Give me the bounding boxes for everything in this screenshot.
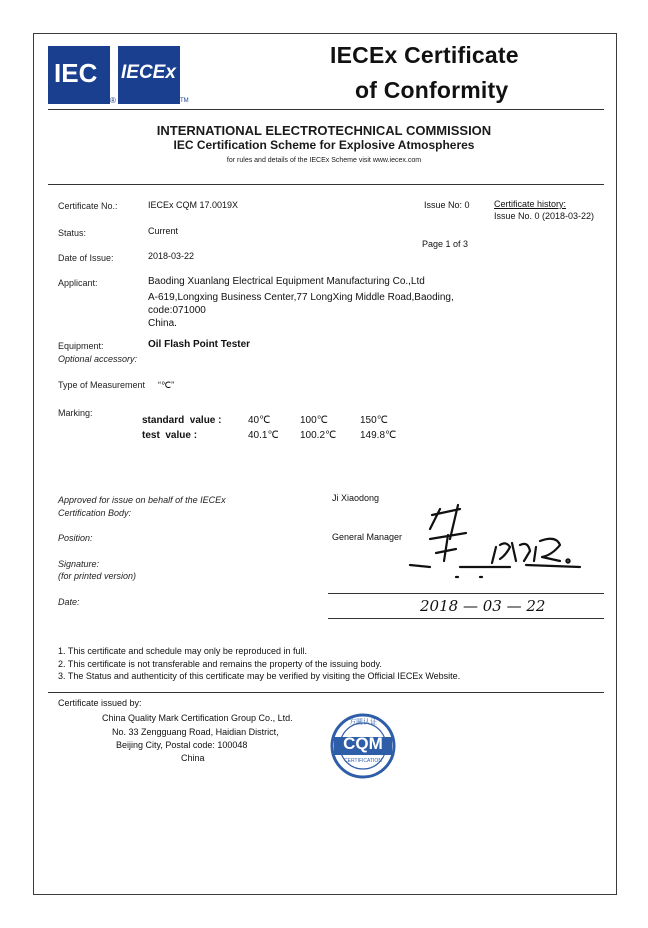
iec-logo [48, 46, 110, 104]
issue-no: Issue No: 0 [424, 200, 470, 210]
header-divider [48, 109, 604, 110]
test-value-1: 40.1℃ [248, 430, 279, 441]
iecex-logo-text: IECEx [121, 62, 176, 83]
issuer-line-4: China [181, 753, 205, 763]
commission-divider [48, 184, 604, 185]
cqm-seal-top-text: 方圆认证 [349, 718, 377, 726]
date-of-issue-label: Date of Issue: [58, 253, 114, 263]
iec-logo-text: IEC [54, 58, 98, 88]
title-line-1: IECEx Certificate [330, 42, 519, 68]
certificate-no-label: Certificate No.: [58, 201, 118, 211]
handwritten-date: 2018 — 03 — 22 [420, 597, 546, 615]
applicant-line-4: China. [148, 318, 177, 329]
position-label: Position: [58, 533, 93, 543]
approved-label-line-1: Approved for issue on behalf of the IECEx [58, 495, 226, 505]
measurement-value: “℃” [158, 380, 175, 390]
certificate-history-label: Certificate history: [494, 199, 567, 209]
test-value-3: 149.8℃ [360, 430, 397, 441]
issuer-label: Certificate issued by: [58, 698, 142, 708]
applicant-line-3: code:071000 [148, 305, 206, 316]
note-1: 1. This certificate and schedule may only be reproduced in full. [58, 646, 307, 656]
approved-label-line-2: Certification Body: [58, 508, 132, 518]
iec-registered-mark: ® [110, 96, 116, 105]
iecex-logo [118, 46, 180, 104]
approver-name: Ji Xiaodong [332, 493, 380, 503]
commission-line-3: for rules and details of the IECEx Scheme visit www.iecex.com [226, 157, 422, 164]
issuer-line-2: No. 33 Zengguang Road, Haidian District, [112, 727, 279, 737]
note-2: 2. This certificate is not transferable and remains the property of the issuing body. [58, 659, 382, 669]
commission-line-1: INTERNATIONAL ELECTROTECHNICAL COMMISSION [156, 123, 492, 138]
certificate-no-value: IECEx CQM 17.0019X [148, 200, 239, 210]
standard-value-2: 100℃ [300, 415, 328, 426]
date-line [328, 618, 604, 619]
certificate-history-value: Issue No. 0 (2018-03-22) [494, 211, 595, 221]
standard-value-3: 150℃ [360, 415, 388, 426]
signature-label-line-1: Signature: [58, 559, 100, 569]
cqm-seal-bottom-text: CERTIFICATION [344, 758, 382, 764]
cqm-seal-text: CQM [343, 734, 383, 753]
iecex-tm-mark: TM [180, 98, 189, 104]
applicant-line-1: Baoding Xuanlang Electrical Equipment Manufacturing Co.,Ltd [148, 276, 425, 287]
marking-label: Marking: [58, 408, 93, 418]
status-label: Status: [58, 228, 87, 238]
note-3: 3. The Status and authenticity of this certificate may be verified by visiting the Official IECEx Website. [58, 671, 461, 681]
applicant-label: Applicant: [58, 278, 98, 288]
position-value: General Manager [332, 532, 403, 542]
page-number: Page 1 of 3 [422, 239, 469, 249]
handwritten-signature [400, 495, 600, 585]
signature-line [328, 593, 604, 594]
issuer-line-3: Beijing City, Postal code: 100048 [116, 740, 248, 750]
equipment-label: Equipment: [58, 341, 104, 351]
equipment-value: Oil Flash Point Tester [148, 339, 251, 350]
issuer-divider [48, 692, 604, 693]
commission-line-2: IEC Certification Scheme for Explosive Atmospheres [173, 138, 475, 152]
issuer-line-1: China Quality Mark Certification Group Co., Ltd. [102, 713, 293, 723]
date-of-issue-value: 2018-03-22 [148, 251, 195, 261]
test-value-label: test value : [142, 430, 198, 441]
measurement-label: Type of Measurement [58, 380, 146, 390]
applicant-line-2: A-619,Longxing Business Center,77 LongXing Middle Road,Baoding, [148, 292, 454, 303]
title-line-2: of Conformity [355, 77, 509, 103]
standard-value-label: standard value : [142, 415, 222, 426]
test-value-2: 100.2℃ [300, 430, 337, 441]
signature-label-line-2: (for printed version) [58, 571, 137, 581]
optional-accessory-label: Optional accessory: [58, 354, 138, 364]
standard-value-1: 40℃ [248, 415, 271, 426]
date-label: Date: [58, 597, 80, 607]
status-value: Current [148, 226, 179, 236]
